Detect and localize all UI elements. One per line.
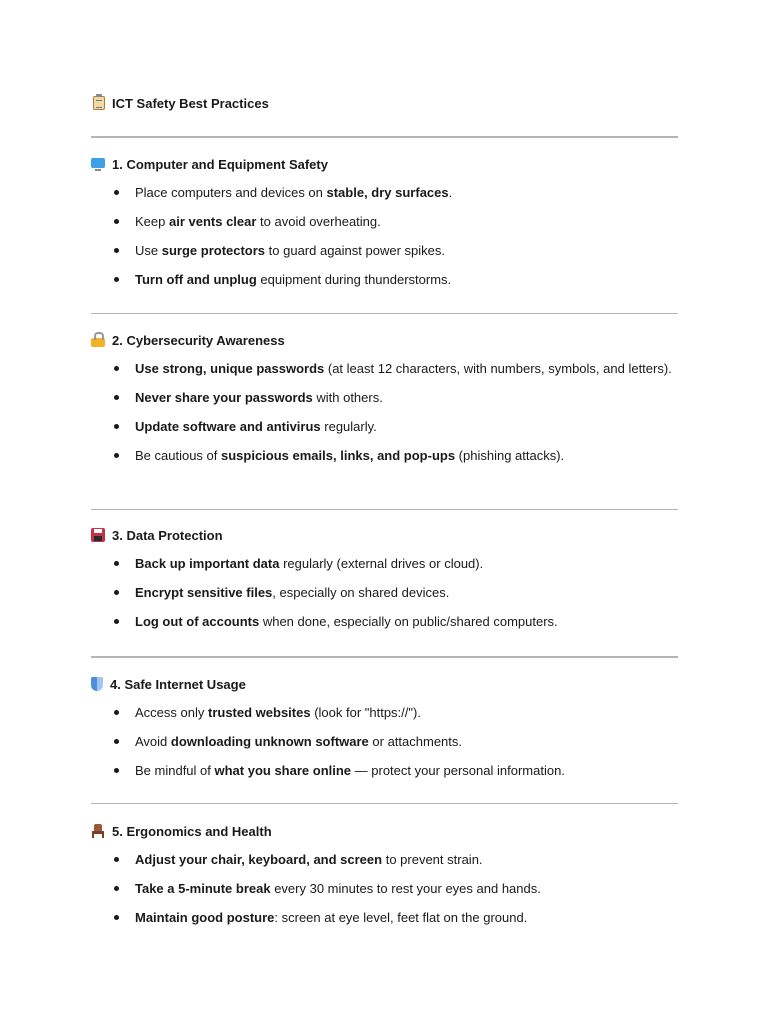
list-item: [91, 732, 678, 751]
section-title-text: 4. Safe Internet Usage: [110, 676, 246, 692]
bold-text: surge protectors: [161, 243, 266, 258]
list-item: [91, 554, 678, 573]
list-item: [91, 183, 678, 202]
divider: [91, 509, 678, 510]
floppy-disk-icon: [91, 528, 105, 542]
bold-text: Encrypt sensitive files: [135, 585, 273, 600]
divider: [91, 313, 678, 314]
clipboard-icon: [93, 96, 105, 110]
text-run: Use: [135, 243, 162, 258]
list-item: [91, 879, 678, 898]
text-run: with others.: [312, 390, 383, 405]
list-item: [91, 583, 678, 602]
text-run: or attachments.: [368, 734, 463, 749]
bold-text: Take a 5-minute break: [135, 881, 271, 896]
text-run: Avoid: [135, 734, 171, 749]
list-item: [91, 270, 678, 289]
text-run: to avoid overheating.: [256, 214, 381, 229]
list-item: [91, 388, 678, 407]
bullet-list: [91, 703, 678, 780]
bold-text: Turn off and unplug: [135, 272, 257, 287]
text-run: , especially on shared devices.: [272, 585, 450, 600]
bold-text: stable, dry surfaces: [326, 185, 449, 200]
list-item: [91, 908, 678, 927]
bold-text: Maintain good posture: [135, 910, 275, 925]
list-item: [91, 761, 678, 780]
lock-icon: [91, 338, 105, 347]
text-run: regularly.: [320, 419, 377, 434]
section-title-text: 3. Data Protection: [112, 527, 223, 543]
text-run: every 30 minutes to rest your eyes and hands.: [270, 881, 541, 896]
text-run: (look for "https://").: [310, 705, 421, 720]
text-run: Be mindful of: [135, 763, 215, 778]
bold-text: suspicious emails, links, and pop-ups: [221, 448, 456, 463]
list-item: [91, 241, 678, 260]
text-run: equipment during thunderstorms.: [256, 272, 452, 287]
bold-text: Never share your passwords: [135, 390, 313, 405]
list-item: [91, 417, 678, 436]
text-run: to prevent strain.: [382, 852, 483, 867]
section-data-protection: [91, 527, 678, 631]
text-run: when done, especially on public/shared computers.: [259, 614, 558, 629]
document-title-text: ICT Safety Best Practices: [112, 95, 269, 111]
bold-text: what you share online: [214, 763, 352, 778]
section-cybersecurity: [91, 332, 678, 465]
list-item: [91, 850, 678, 869]
bold-text: air vents clear: [168, 214, 257, 229]
document-title: [91, 95, 269, 111]
monitor-icon: [91, 158, 105, 168]
text-run: to guard against power spikes.: [265, 243, 445, 258]
bullet-list: [91, 850, 678, 927]
text-run: .: [448, 185, 453, 200]
divider: [91, 136, 678, 138]
bold-text: Adjust your chair, keyboard, and screen: [135, 852, 383, 867]
bullet-list: [91, 554, 678, 631]
divider: [91, 656, 678, 658]
list-item: [91, 703, 678, 722]
text-run: (at least 12 characters, with numbers, symbols, and letters).: [324, 361, 672, 376]
section-computer-safety: [91, 156, 678, 289]
section-title: [91, 823, 678, 839]
list-item: [91, 359, 678, 378]
bullet-list: [91, 359, 678, 465]
bold-text: downloading unknown software: [170, 734, 369, 749]
bold-text: Use strong, unique passwords: [135, 361, 325, 376]
section-title-text: 2. Cybersecurity Awareness: [112, 332, 285, 348]
section-internet-usage: [91, 676, 678, 780]
section-title: [91, 156, 678, 172]
section-title-text: 1. Computer and Equipment Safety: [112, 156, 328, 172]
bold-text: trusted websites: [207, 705, 311, 720]
text-run: (phishing attacks).: [455, 448, 565, 463]
text-run: : screen at eye level, feet flat on the ground.: [274, 910, 528, 925]
bullet-list: [91, 183, 678, 289]
bold-text: Back up important data: [135, 556, 280, 571]
section-title: [91, 527, 678, 543]
section-title: [91, 676, 678, 692]
text-run: regularly (external drives or cloud).: [279, 556, 484, 571]
text-run: Access only: [135, 705, 208, 720]
list-item: [91, 212, 678, 231]
bold-text: Update software and antivirus: [135, 419, 321, 434]
text-run: Place computers and devices on: [135, 185, 327, 200]
section-title: [91, 332, 678, 348]
list-item: [91, 446, 678, 465]
section-ergonomics: [91, 823, 678, 927]
text-run: — protect your personal information.: [351, 763, 565, 778]
section-title-text: 5. Ergonomics and Health: [112, 823, 272, 839]
text-run: Be cautious of: [135, 448, 221, 463]
chair-icon: [91, 824, 105, 838]
text-run: Keep: [135, 214, 169, 229]
list-item: [91, 612, 678, 631]
divider: [91, 803, 678, 804]
shield-icon: [91, 677, 103, 691]
bold-text: Log out of accounts: [135, 614, 260, 629]
